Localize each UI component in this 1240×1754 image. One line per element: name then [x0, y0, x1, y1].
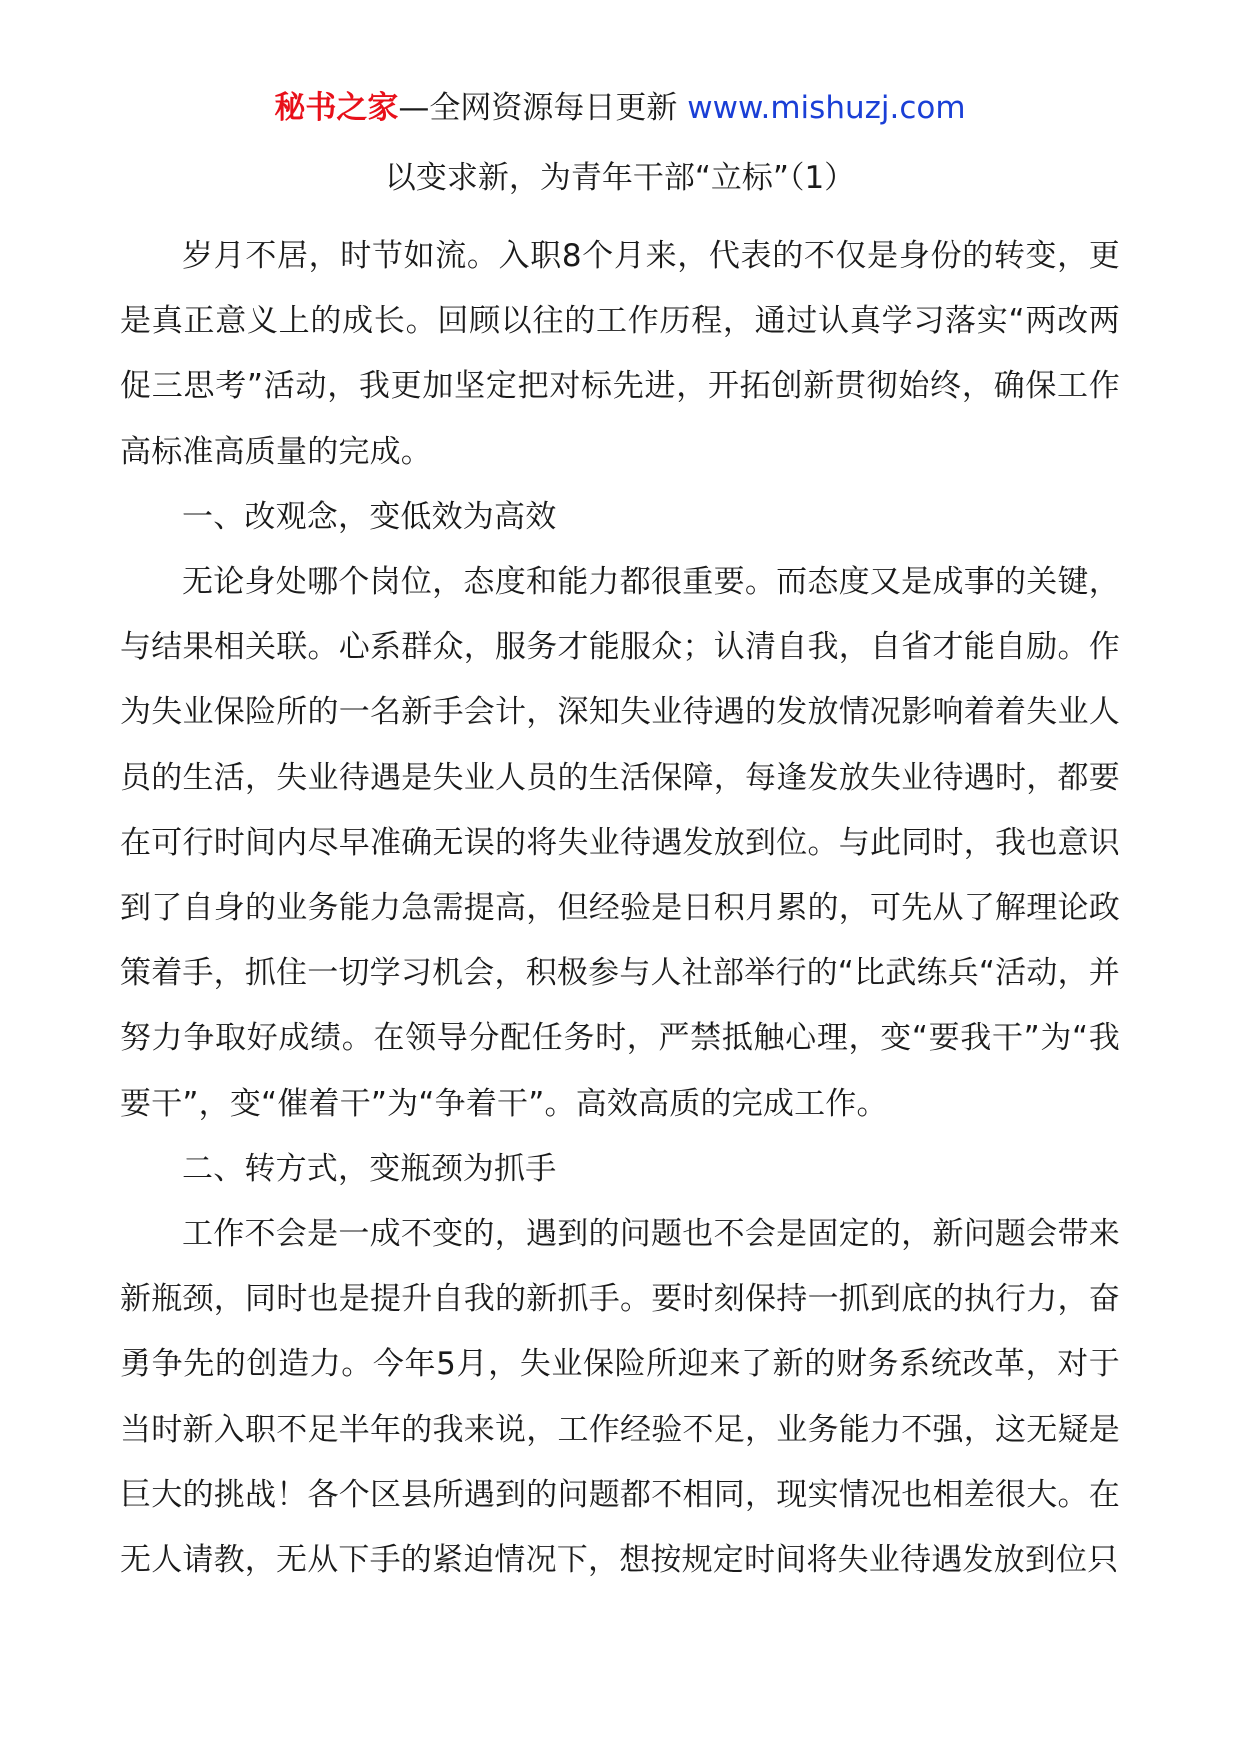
section-heading-1: 一、改观念，变低效为高效 [182, 498, 557, 535]
brand-name: 秘书之家 [274, 90, 399, 126]
paragraph-intro: 岁月不居，时节如流。入职8个月来，代表的不仅是身份的转变，更是真正意义上的成长。回顾以往的工作历程，通过认真学习落实“两改两促三思考”活动，我更加坚定把对标先进，开拓创新贯彻始终，确保工作高标准高质量的完成。 [120, 238, 1120, 470]
paragraph-section-1: 无论身处哪个岗位，态度和能力都很重要。而态度又是成事的关键，与结果相关联。心系群众，服务才能服众；认清自我，自省才能自励。作为失业保险所的一名新手会计，深知失业待遇的发放情况影响着着失业人员的生活，失业待遇是失业人员的生活保障，每逢发放失业待遇时，都要在可行时间内尽早准确无误的将失业待遇发放到位。与此同时，我也意识到了自身的业务能力急需提高，但经验是日积月累的，可先从了解理论政策着手，抓住一切学习机会，积极参与人社部举行的“比武练兵“活动，并努力争取好成绩。在领导分配任务时，严禁抵触心理，变“要我干”为“我要干”，变“催着干”为“争着干”。高效高质的完成工作。 [120, 564, 1120, 1122]
site-url-link[interactable]: www.mishuzj.com [687, 90, 966, 126]
section-heading-2: 二、转方式，变瓶颈为抓手 [182, 1150, 557, 1187]
document-title: 以变求新，为青年干部“立标”（1） [384, 160, 856, 196]
paragraph-section-2: 工作不会是一成不变的，遇到的问题也不会是固定的，新问题会带来新瓶颈，同时也是提升自我的新抓手。要时刻保持一抓到底的执行力，奋勇争先的创造力。今年5月，失业保险所迎来了新的财务系统改革，对于当时新入职不足半年的我来说，工作经验不足，业务能力不强，这无疑是巨大的挑战！各个区县所遇到的问题都不相同，现实情况也相差很大。在无人请教，无从下手的紧迫情况下，想按规定时间将失业待遇发放到位只 [120, 1216, 1120, 1579]
header-tagline: —全网资源每日更新 [398, 90, 678, 126]
site-header [0, 88, 1240, 128]
document-body [120, 224, 1120, 1593]
